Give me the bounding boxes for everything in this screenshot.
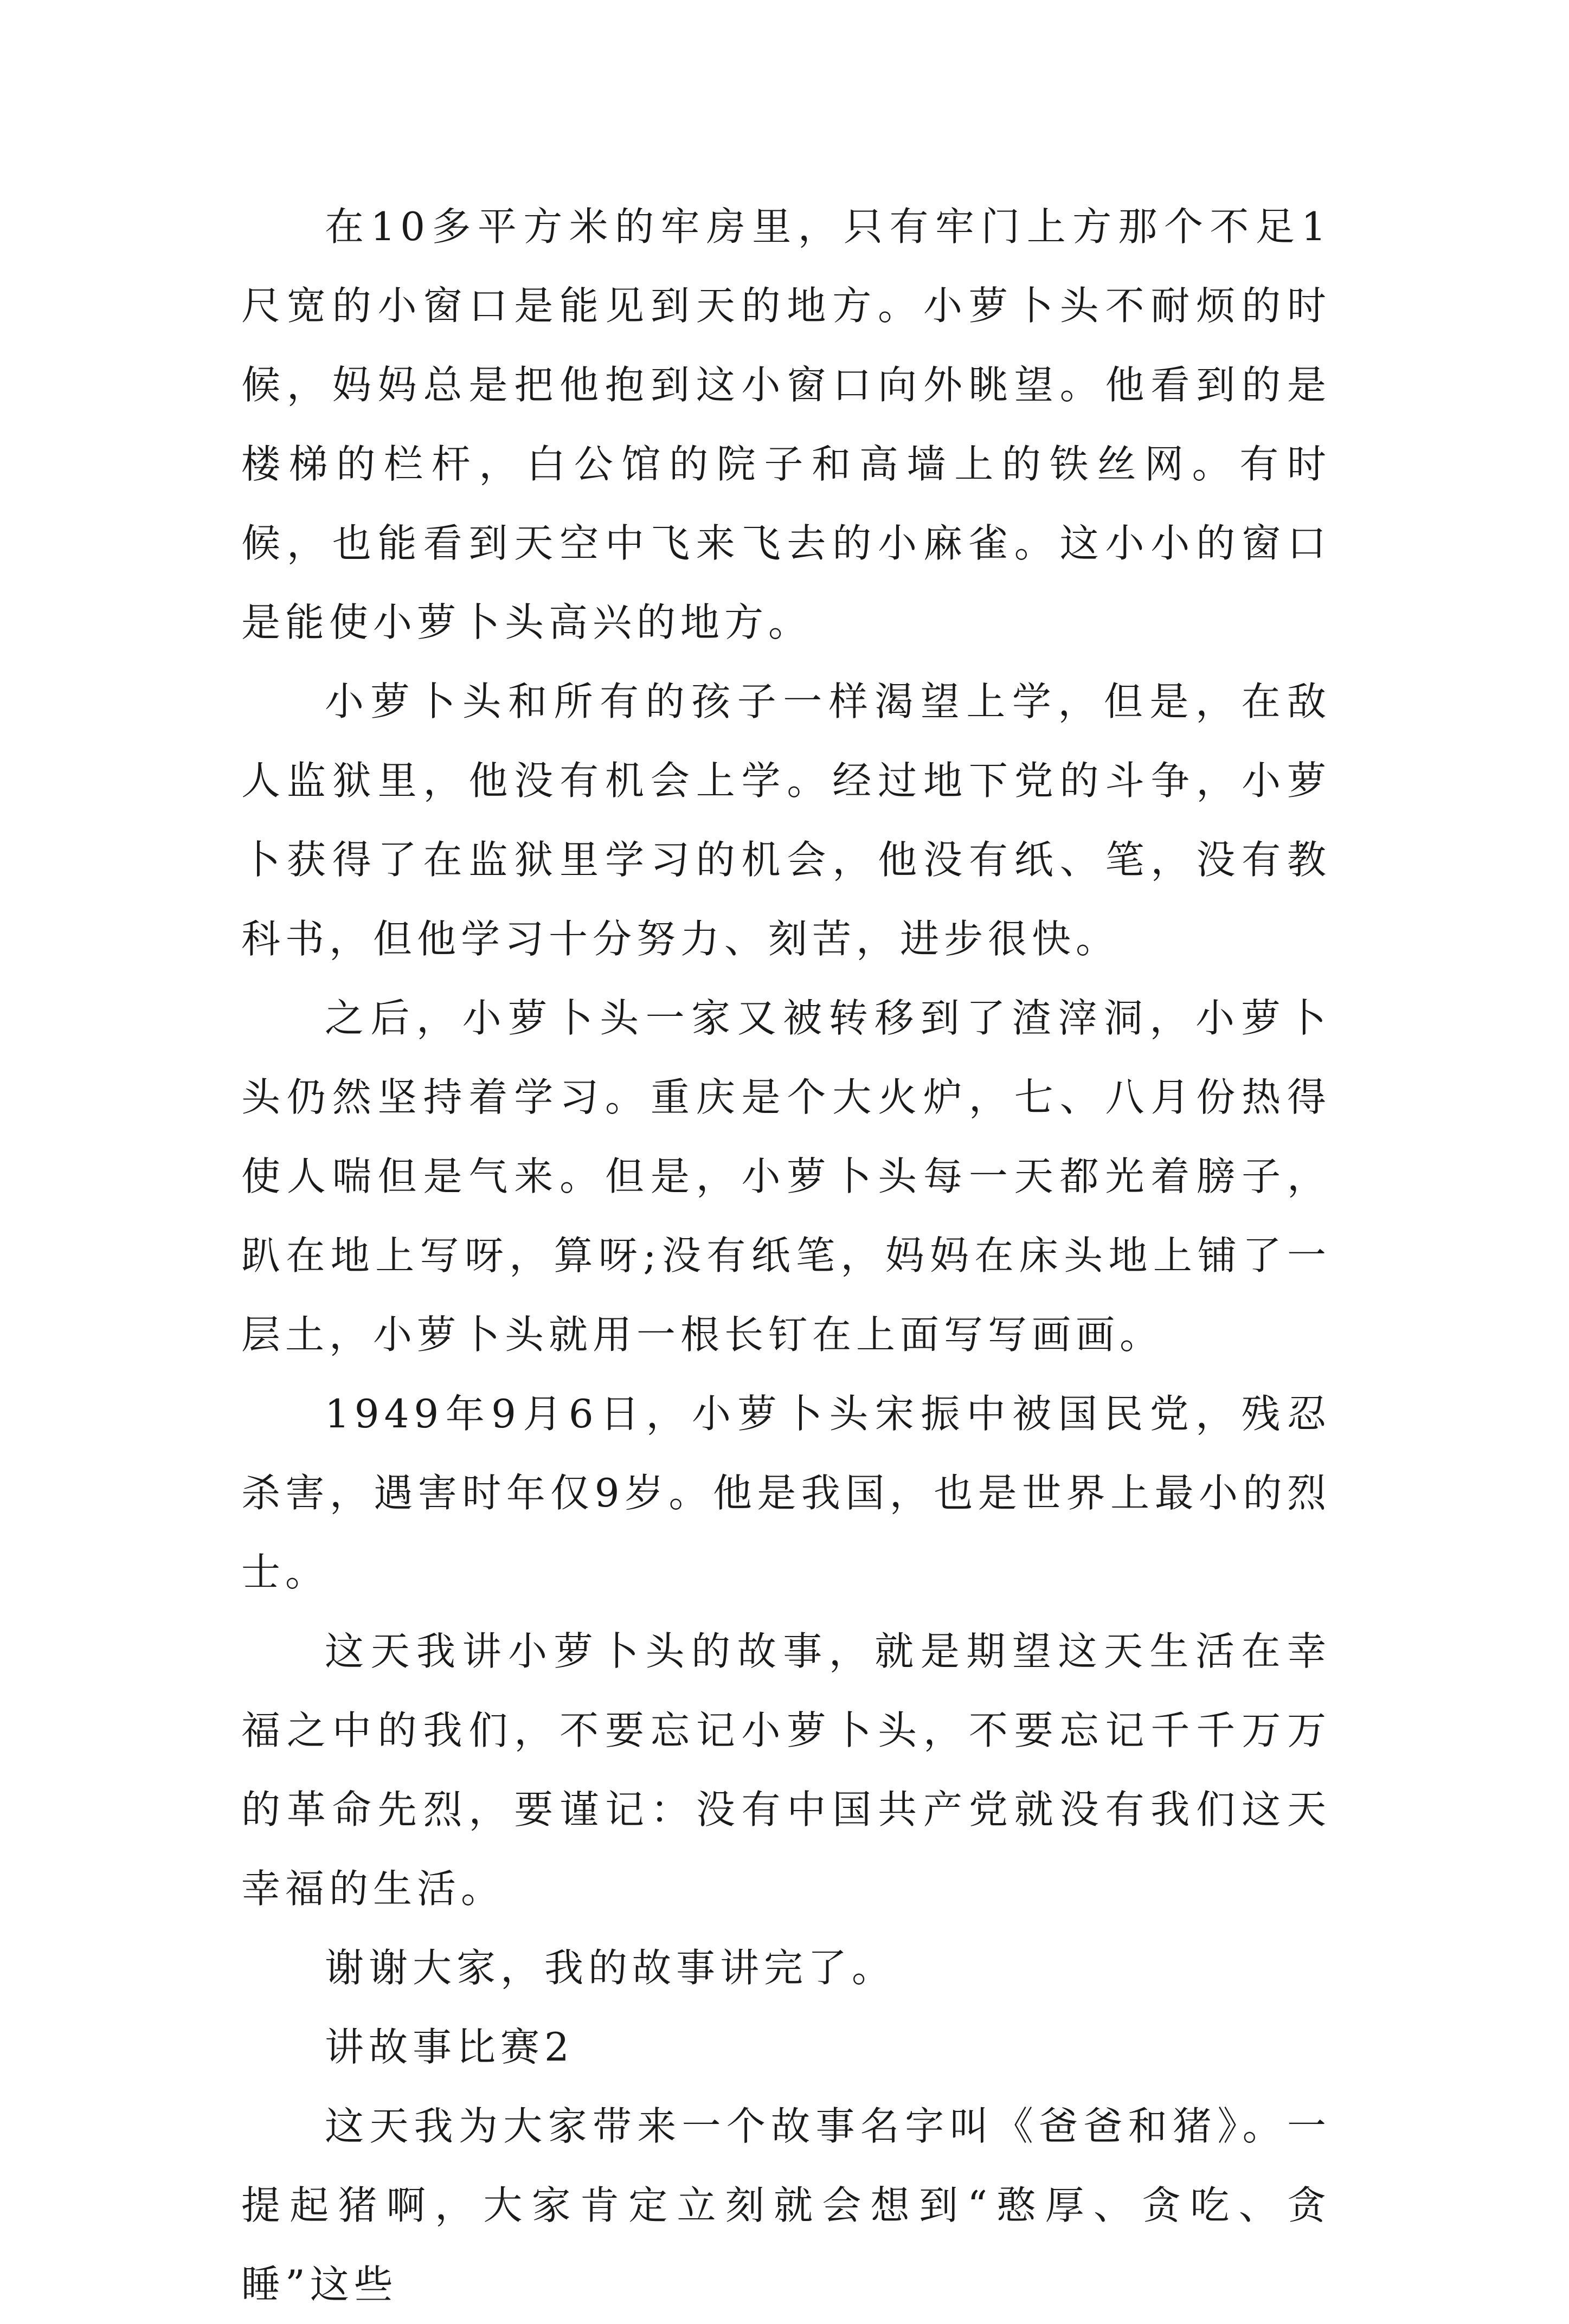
paragraph-study-wish: 小萝卜头和所有的孩子一样渴望上学，但是，在敌人监狱里，他没有机会上学。经过地下党的斗争，小萝卜获得了在监狱里学习的机会，他没有纸、笔，没有教科书，但他学习十分努力、刻苦，进步很快。 [241,679,1331,962]
section-heading: 讲故事比赛2 [325,2024,574,2070]
paragraph-zhazidong: 之后，小萝卜头一家又被转移到了渣滓洞，小萝卜头仍然坚持着学习。重庆是个大火炉，七、八月份热得使人喘但是气来。但是，小萝卜头每一天都光着膀子，趴在地上写呀，算呀;没有纸笔，妈妈在床头地上铺了一层土，小萝卜头就用一根长钉在上面写写画画。 [241,995,1331,1357]
paragraph-thanks: 谢谢大家，我的故事讲完了。 [325,1945,896,1991]
paragraph-cell-window: 在10多平方米的牢房里，只有牢门上方那个不足1尺宽的小窗口是能见到天的地方。小萝卜头不耐烦的时候，妈妈总是把他抱到这小窗口向外眺望。他看到的是楼梯的栏杆，白公馆的院子和高墙上的铁丝网。有时候，也能看到天空中飞来飞去的小麻雀。这小小的窗口是能使小萝卜头高兴的地方。 [241,204,1331,645]
paragraph-death: 1949年9月6日，小萝卜头宋振中被国民党，残忍杀害，遇害时年仅9岁。他是我国，也是世界上最小的烈士。 [241,1391,1331,1595]
document-body [241,187,1331,2324]
paragraph-moral: 这天我讲小萝卜头的故事，就是期望这天生活在幸福之中的我们，不要忘记小萝卜头，不要忘记千千万万的革命先烈，要谨记：没有中国共产党就没有我们这天幸福的生活。 [241,1628,1331,1911]
paragraph-story-2-intro: 这天我为大家带来一个故事名字叫《爸爸和猪》。一提起猪啊，大家肯定立刻就会想到“憨厚、贪吃、贪睡”这些 [241,2103,1331,2307]
